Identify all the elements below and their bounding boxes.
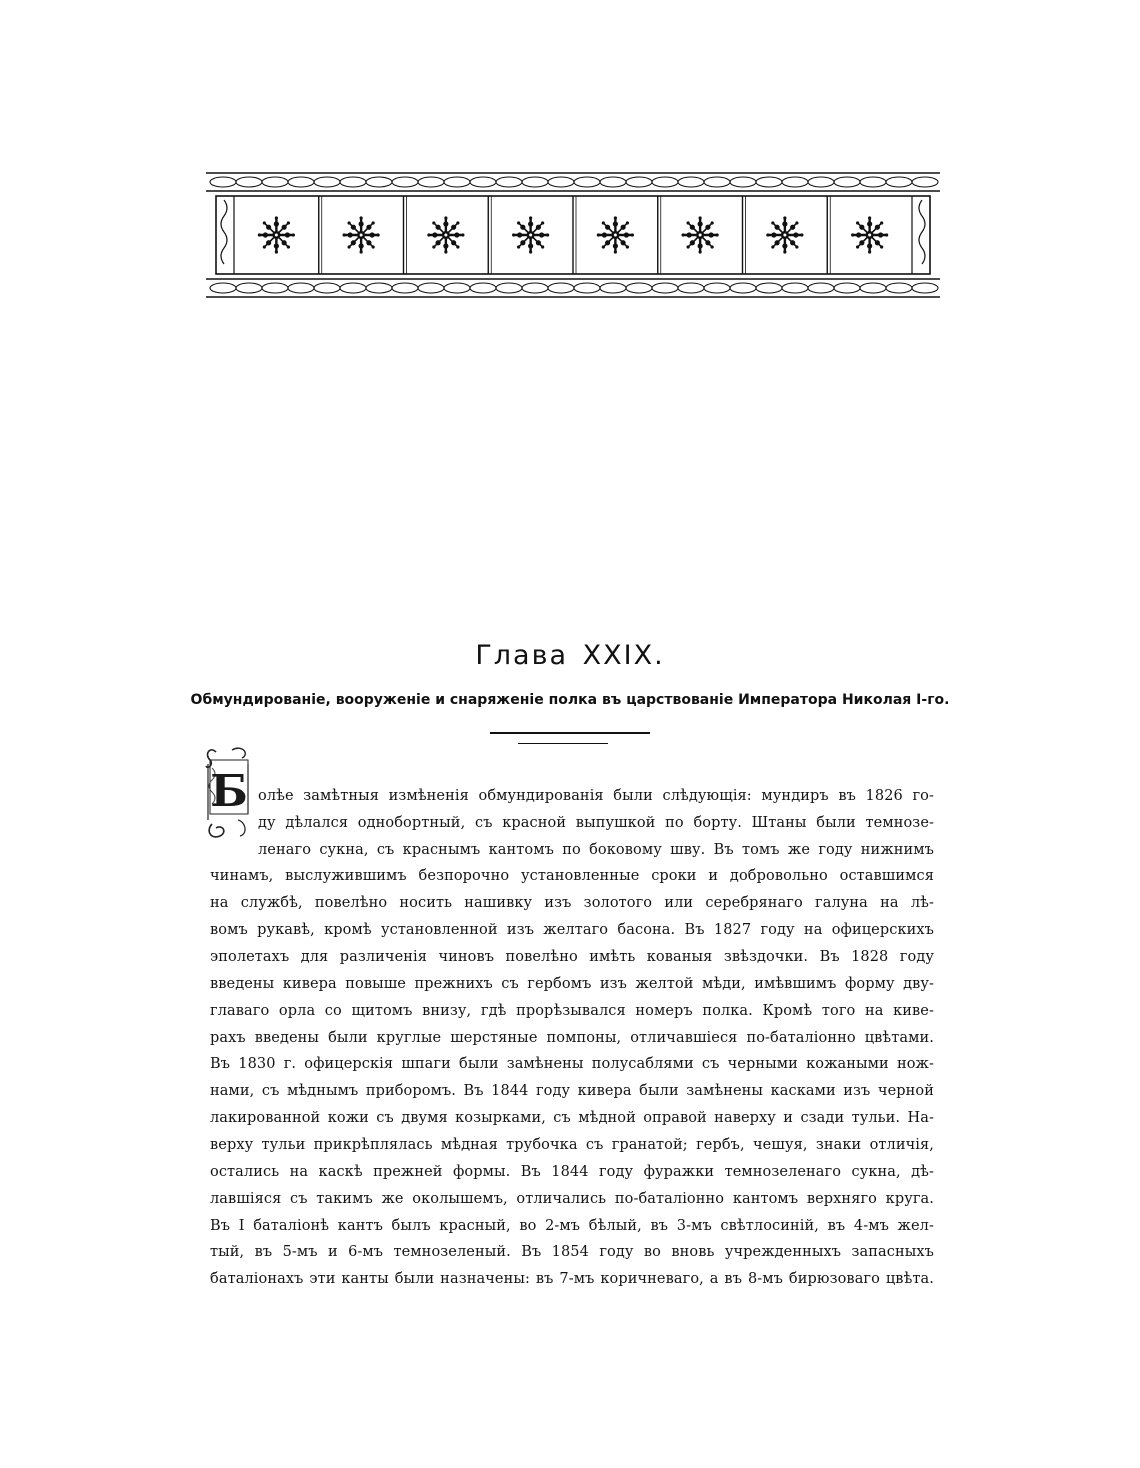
text-line: лакированной кожи съ двумя козырками, съ мѣдной оправой наверху и сзади тульи. На- (210, 1110, 934, 1126)
dropcap-initial (202, 744, 254, 842)
rosette-icon (851, 216, 888, 253)
text-line: главаго орла со щитомъ внизу, гдѣ прорѣзывался номеръ полка. Кромѣ того на киве- (210, 1003, 934, 1019)
text-line: эполетахъ для различенія чиновъ повелѣно имѣть кованыя звѣздочки. Въ 1828 году (210, 949, 934, 965)
chapter-title: Глава XXIX. (475, 640, 665, 671)
text-line: ду дѣлался однобортный, съ красной выпушкой по борту. Штаны были темнозе- (258, 815, 934, 831)
rosette-icon (258, 216, 295, 253)
rosette-icon (766, 216, 803, 253)
text-line: Въ I баталіонѣ кантъ былъ красный, во 2-мъ бѣлый, въ 3-мъ свѣтлосиній, въ 4-мъ жел- (210, 1218, 934, 1234)
dropcap-letter: Б (210, 766, 248, 817)
ornamental-header-band (206, 172, 940, 300)
chain-border-top (206, 173, 940, 191)
rosette-icon (512, 216, 549, 253)
chain-border-bottom (206, 279, 940, 297)
text-line: остались на каскѣ прежней формы. Въ 1844 году фуражки темнозеленаго сукна, дѣ- (210, 1164, 934, 1180)
text-line: ленаго сукна, съ краснымъ кантомъ по боковому шву. Въ томъ же году нижнимъ (258, 842, 934, 858)
text-line: нами, съ мѣднымъ приборомъ. Въ 1844 году кивера были замѣнены касками изъ черной (210, 1083, 934, 1099)
title-rule-short (518, 743, 608, 744)
rosette-icon (682, 216, 719, 253)
text-line: баталіонахъ эти канты были назначены: въ 7-мъ коричневаго, а въ 8-мъ бирюзоваго цвѣта. (210, 1271, 934, 1287)
text-line: рахъ введены были круглые шерстяные помпоны, отличавшіеся по-баталіонно цвѣтами. (210, 1030, 934, 1046)
text-line: на службѣ, повелѣно носить нашивку изъ золотого или серебрянаго галуна на лѣ- (210, 895, 934, 911)
text-line: Въ 1830 г. офицерскія шпаги были замѣнены полусаблями съ черными кожаными нож- (210, 1056, 934, 1072)
text-line: лавшіяся съ такимъ же околышемъ, отличались по-баталіонно кантомъ верхняго круга. (210, 1191, 934, 1207)
text-line: олѣе замѣтныя измѣненія обмундированія были слѣдующія: мундиръ въ 1826 го- (258, 788, 934, 804)
ornament-panels (216, 196, 930, 274)
text-line: верху тульи прикрѣплялась мѣдная трубочка съ гранатой; гербъ, чешуя, знаки отличія, (210, 1137, 934, 1153)
text-line: вомъ рукавѣ, кромѣ установленной изъ желтаго басона. Въ 1827 году на офицерскихъ (210, 922, 934, 938)
chapter-subtitle: Обмундированіе, вооруженіе и снаряженіе полка въ царствованіе Императора Николая I-го. (190, 692, 950, 708)
rosette-icon (597, 216, 634, 253)
text-line: чинамъ, выслужившимъ безпорочно установленные сроки и добровольно оставшимся (210, 868, 934, 884)
text-line: введены кивера повыше прежнихъ съ гербомъ изъ желтой мѣди, имѣвшимъ форму дву- (210, 976, 934, 992)
rosette-icon (427, 216, 464, 253)
title-rule-long (490, 732, 650, 734)
text-line: тый, въ 5-мъ и 6-мъ темнозеленый. Въ 1854 году во вновь учрежденныхъ запасныхъ (210, 1244, 934, 1260)
rosette-icon (343, 216, 380, 253)
